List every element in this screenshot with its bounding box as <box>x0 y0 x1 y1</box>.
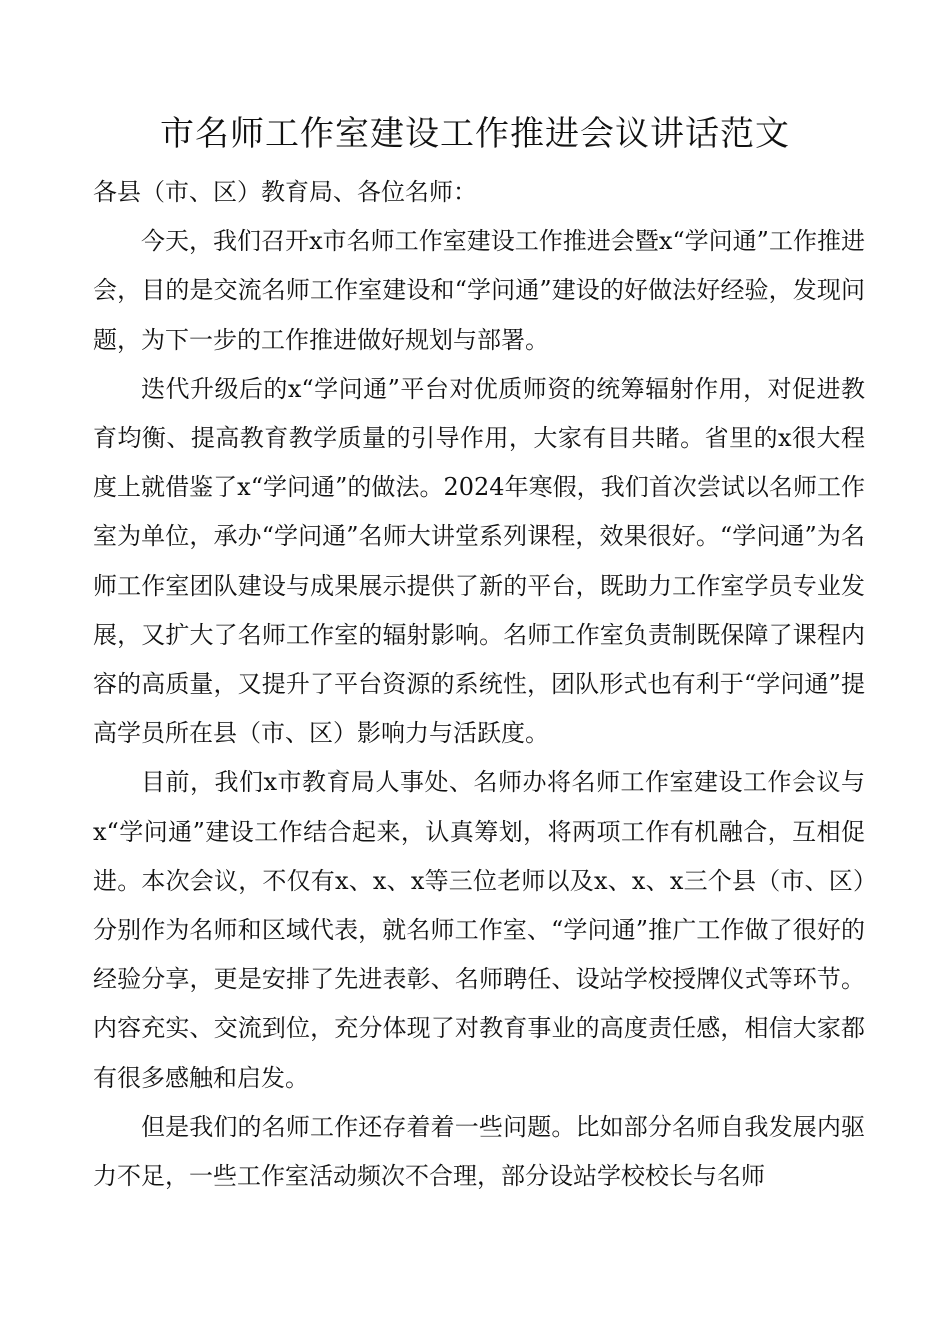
paragraph-meeting: 目前，我们x市教育局人事处、名师办将名师工作室建设工作会议与x“学问通”建设工作结合起来，认真筹划，将两项工作有机融合，互相促进。本次会议，不仅有x、x、x等三位老师以及x、x、x三个县（市、区）分别作为名师和区域代表，就名师工作室、“学问通”推广工作做了很好的经验分享，更是安排了先进表彰、名师聘任、设站学校授牌仪式等环节。内容充实、交流到位，充分体现了对教育事业的高度责任感，相信大家都有很多感触和启发。 <box>93 768 865 1092</box>
paragraph-problems: 但是我们的名师工作还存着着一些问题。比如部分名师自我发展内驱力不足，一些工作室活动频次不合理，部分设站学校校长与名师 <box>93 1112 865 1191</box>
paragraph-opening: 今天，我们召开x市名师工作室建设工作推进会暨x“学问通”工作推进会，目的是交流名师工作室建设和“学问通”建设的好做法好经验，发现问题，为下一步的工作推进做好规划与部署。 <box>93 227 865 354</box>
document-body <box>93 168 865 1201</box>
salutation: 各县（市、区）教育局、各位名师： <box>93 178 477 206</box>
paragraph-platform: 迭代升级后的x“学问通”平台对优质师资的统筹辐射作用，对促进教育均衡、提高教育教学质量的引导作用，大家有目共睹。省里的x很大程度上就借鉴了x“学问通”的做法。2024年寒假，我们首次尝试以名师工作室为单位，承办“学问通”名师大讲堂系列课程，效果很好。“学问通”为名师工作室团队建设与成果展示提供了新的平台，既助力工作室学员专业发展，又扩大了名师工作室的辐射影响。名师工作室负责制既保障了课程内容的高质量，又提升了平台资源的系统性，团队形式也有利于“学问通”提高学员所在县（市、区）影响力与活跃度。 <box>93 374 865 748</box>
document-title: 市名师工作室建设工作推进会议讲话范文 <box>160 114 790 154</box>
